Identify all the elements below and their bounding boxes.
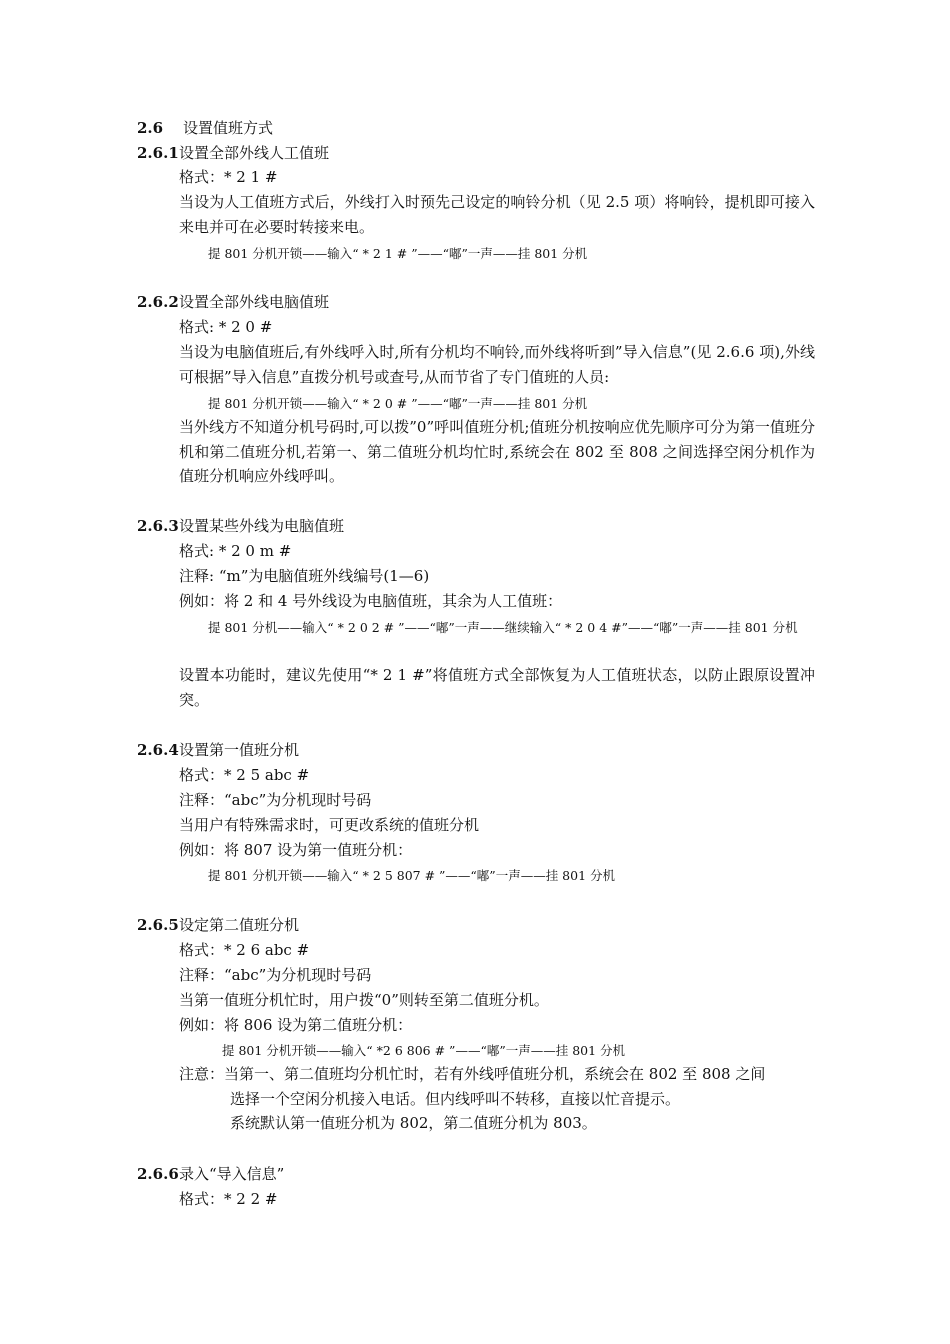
section-number: 2.6 bbox=[137, 119, 164, 137]
section-title: 设置第一值班分机 bbox=[179, 741, 300, 759]
description-paragraph: 当设为电脑值班后,有外线呼入时,所有分机均不响铃,而外线将听到”导入信息”(见 2.6.6 项),外线可根据”导入信息”直拨分机号或查号,从而节省了专门值班的人员: bbox=[179, 343, 815, 386]
section-title: 设置某些外线为电脑值班 bbox=[179, 517, 345, 535]
section-title: 设置全部外线电脑值班 bbox=[179, 293, 330, 311]
format-line: 格式：* 2 5 abc # bbox=[179, 766, 310, 784]
format-line: 格式：* 2 2 # bbox=[179, 1190, 278, 1208]
section-number: 2.6.2 bbox=[137, 293, 179, 311]
section-2-6-4-heading bbox=[137, 738, 299, 762]
operation-steps: 提 801 分机开锁——输入“ * 2 1 # ”——“嘟”一声——挂 801 分机 bbox=[208, 246, 588, 261]
attention-note bbox=[179, 1062, 815, 1136]
section-2-6-1-heading bbox=[137, 141, 329, 165]
operation-steps: 提 801 分机——输入“ * 2 0 2 # ”——“嘟”一声——继续输入“ * 2 0 4 #”——“嘟”一声——挂 801 分机 bbox=[208, 620, 798, 635]
section-number: 2.6.5 bbox=[137, 916, 179, 934]
section-title: 录入“导入信息” bbox=[179, 1165, 285, 1183]
section-2-6-3-heading bbox=[137, 514, 344, 538]
section-title: 设置全部外线人工值班 bbox=[179, 144, 330, 162]
format-line: 格式: * 2 0 # bbox=[179, 318, 273, 336]
annotation-line: 注释：“abc”为分机现时号码 bbox=[179, 966, 372, 984]
example-line: 例如：将 2 和 4 号外线设为电脑值班，其余为人工值班： bbox=[179, 592, 563, 610]
attention-line-1: 注意：当第一、第二值班均分机忙时，若有外线呼值班分机，系统会在 802 至 808 之间 bbox=[179, 1065, 766, 1083]
section-title: 设置值班方式 bbox=[183, 119, 274, 137]
operation-steps: 提 801 分机开锁——输入“ *2 6 806 # ”——“嘟”一声——挂 801 分机 bbox=[222, 1043, 626, 1058]
description-paragraph-2: 当外线方不知道分机号码时,可以拨”0”呼叫值班分机;值班分机按响应优先顺序可分为第一值班分机和第二值班分机,若第一、第二值班分机均忙时,系统会在 802 至 808 之间选择空闲分机作为值班分机响应外线呼叫。 bbox=[179, 418, 815, 485]
description-paragraph: 设置本功能时，建议先使用“* 2 1 #”将值班方式全部恢复为人工值班状态，以防止跟原设置冲突。 bbox=[179, 666, 815, 709]
operation-steps: 提 801 分机开锁——输入“ * 2 0 # ”——“嘟”一声——挂 801 分机 bbox=[208, 396, 588, 411]
description-line: 当用户有特殊需求时，可更改系统的值班分机 bbox=[179, 816, 480, 834]
example-line: 例如：将 806 设为第二值班分机： bbox=[179, 1016, 413, 1034]
section-title: 设定第二值班分机 bbox=[179, 916, 300, 934]
format-line: 格式: * 2 0 m # bbox=[179, 542, 292, 560]
description-paragraph: 当设为人工值班方式后，外线打入时预先己设定的响铃分机（见 2.5 项）将响铃，提机即可接入来电并可在必要时转接来电。 bbox=[179, 193, 815, 236]
section-2-6-5-heading bbox=[137, 913, 299, 937]
section-number: 2.6.1 bbox=[137, 144, 179, 162]
section-number: 2.6.6 bbox=[137, 1165, 179, 1183]
section-number: 2.6.3 bbox=[137, 517, 179, 535]
section-number: 2.6.4 bbox=[137, 741, 179, 759]
description-line: 当第一值班分机忙时，用户拨“0”则转至第二值班分机。 bbox=[179, 991, 549, 1009]
format-line: 格式：* 2 1 # bbox=[179, 168, 278, 186]
attention-line-2: 选择一个空闲分机接入电话。但内线呼叫不转移，直接以忙音提示。 bbox=[230, 1089, 681, 1108]
annotation-line: 注释：“abc”为分机现时号码 bbox=[179, 791, 372, 809]
section-2-6-6-heading bbox=[137, 1162, 284, 1186]
format-line: 格式：* 2 6 abc # bbox=[179, 941, 310, 959]
example-line: 例如：将 807 设为第一值班分机： bbox=[179, 841, 413, 859]
attention-line-3: 系统默认第一值班分机为 802，第二值班分机为 803。 bbox=[230, 1114, 597, 1132]
section-2-6-2-heading bbox=[137, 290, 329, 314]
operation-steps: 提 801 分机开锁——输入“ * 2 5 807 # ”——“嘟”一声——挂 801 分机 bbox=[208, 868, 616, 883]
annotation-line: 注释: “m”为电脑值班外线编号(1—6) bbox=[179, 567, 430, 585]
section-2-6-heading bbox=[137, 116, 273, 140]
